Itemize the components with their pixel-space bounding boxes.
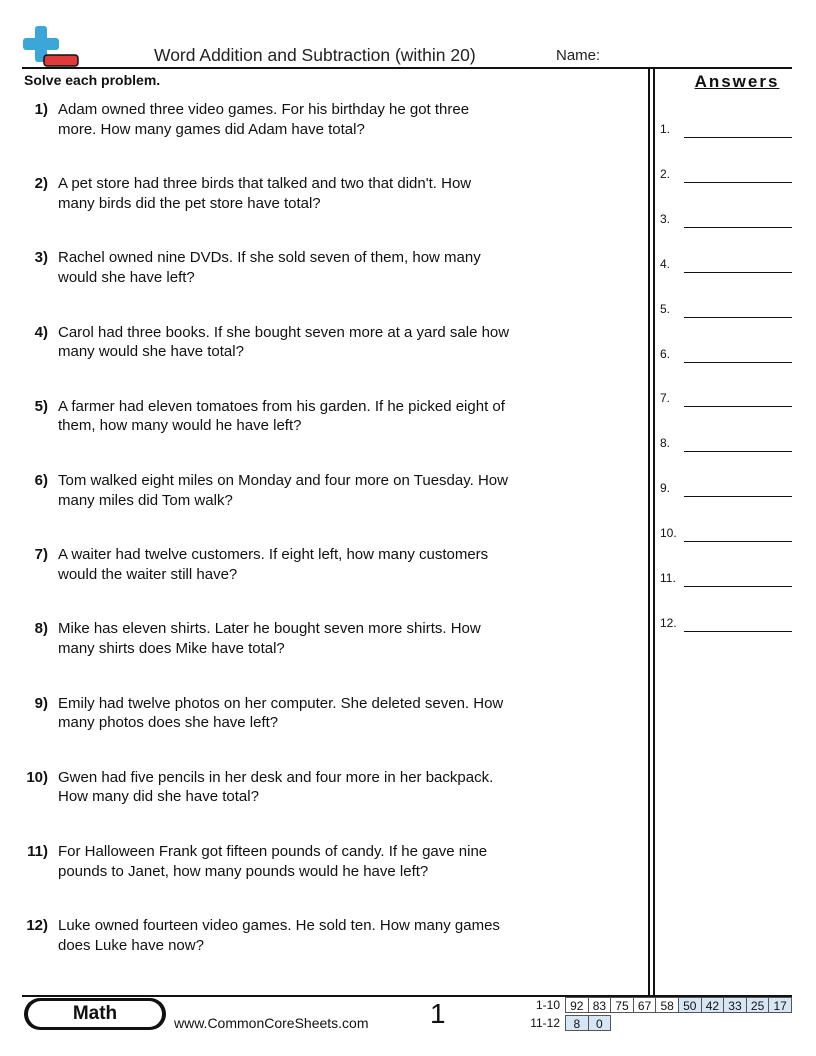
answer-blank[interactable] [684,406,792,407]
question-item [20,842,510,881]
question-number: 6) [34,472,48,489]
answer-blank[interactable] [684,362,792,363]
question-text: A farmer had eleven tomatoes from his garden. If he picked eight of them, how many would he have left? [58,397,505,435]
question-number: 10) [26,768,48,786]
answer-row [660,477,792,497]
worksheet-title: Word Addition and Subtraction (within 20) [154,45,476,65]
answer-blank[interactable] [684,137,792,138]
answer-number: 3. [660,211,671,226]
answers-heading: Answers [694,72,780,91]
answer-row [660,298,792,318]
question-number: 3) [34,249,48,267]
answer-row [660,343,792,363]
score-row-label: 11-12 [530,1016,560,1030]
answer-row [660,432,792,452]
answer-number: 5. [660,301,671,316]
instructions: Solve each problem. [24,72,161,88]
question-item [20,323,510,362]
question-number: 1) [34,101,48,118]
answer-row [660,118,792,138]
question-item [20,768,510,807]
question-text: For Halloween Frank got fifteen pounds of candy. If he gave nine pounds to Janet, how many pounds would he have left? [58,843,488,880]
question-number: 7) [34,546,48,564]
score-cell: 17 [768,997,792,1013]
plus-minus-logo-icon [22,24,80,68]
answer-blank[interactable] [684,451,792,452]
question-number: 2) [34,175,48,193]
question-number: 12) [26,917,48,935]
score-cell: 92 [565,997,589,1013]
answer-blank[interactable] [684,631,792,632]
answer-number: 9. [660,481,671,496]
answer-blank[interactable] [684,317,792,318]
answer-blank[interactable] [684,272,792,273]
answer-blank[interactable] [684,586,792,587]
question-text: A pet store had three birds that talked and two that didn't. How many birds did the pet store have total? [58,175,472,212]
score-row-label: 1-10 [535,998,560,1012]
subject-badge [24,998,166,1030]
score-cell: 58 [655,997,679,1013]
question-text: Emily had twelve photos on her computer. She deleted seven. How many photos does she have left? [58,694,504,732]
question-item [20,397,510,436]
question-number: 11) [27,843,48,860]
question-item [20,619,510,658]
question-item [20,100,510,139]
question-item [20,545,510,584]
question-text: Tom walked eight miles on Monday and four more on Tuesday. How many miles did Tom walk? [58,472,508,509]
answer-row [660,612,792,632]
website-link[interactable]: www.CommonCoreSheets.com [174,1015,369,1031]
answer-row [660,163,792,183]
question-number: 9) [34,694,48,712]
answer-row [660,253,792,273]
answer-blank[interactable] [684,496,792,497]
answer-row [660,208,792,228]
question-item [20,471,510,510]
question-text: A waiter had twelve customers. If eight left, how many customers would the waiter still have? [58,546,489,583]
question-item [20,694,510,733]
question-text: Adam owned three video games. For his birthday he got three more. How many games did Adam have total? [58,101,470,138]
subject-label: Math [28,1001,162,1027]
question-item [20,248,510,287]
score-cell: 75 [610,997,634,1013]
answer-blank[interactable] [684,182,792,183]
answer-blank[interactable] [684,227,792,228]
score-cell: 8 [565,1015,589,1031]
score-cell: 83 [588,997,612,1013]
answer-row [660,567,792,587]
question-number: 8) [34,620,48,638]
question-text: Carol had three books. If she bought seven more at a yard sale how many would she have total? [58,323,510,361]
page-number: 1 [430,998,446,1029]
answer-number: 7. [660,391,671,406]
column-divider [648,69,650,996]
answer-row [660,522,792,542]
answer-row [660,387,792,407]
answer-blank[interactable] [684,541,792,542]
score-cell: 33 [723,997,747,1013]
header-rule [22,67,792,69]
answer-number: 6. [660,346,671,361]
score-cell: 25 [746,997,770,1013]
score-cell: 42 [701,997,725,1013]
answer-number: 4. [660,256,671,271]
column-divider [653,69,655,996]
question-text: Rachel owned nine DVDs. If she sold seven of them, how many would she have left? [58,249,481,286]
score-cell: 0 [588,1015,612,1031]
answer-number: 10. [660,526,677,541]
question-text: Mike has eleven shirts. Later he bought seven more shirts. How many shirts does Mike have total? [58,620,481,657]
answer-number: 11. [660,571,676,585]
question-item [20,174,510,213]
question-number: 5) [34,397,48,415]
score-cell: 50 [678,997,702,1013]
answer-number: 2. [660,166,671,181]
answer-number: 1. [660,122,671,136]
answer-number: 8. [660,436,671,451]
question-text: Gwen had five pencils in her desk and four more in her backpack. How many did she have total? [58,768,494,806]
question-text: Luke owned fourteen video games. He sold ten. How many games does Luke have now? [58,917,500,954]
question-number: 4) [34,323,48,341]
answer-number: 12. [660,615,677,630]
name-label: Name: [556,47,601,64]
score-cell: 67 [633,997,657,1013]
question-item [20,916,510,955]
